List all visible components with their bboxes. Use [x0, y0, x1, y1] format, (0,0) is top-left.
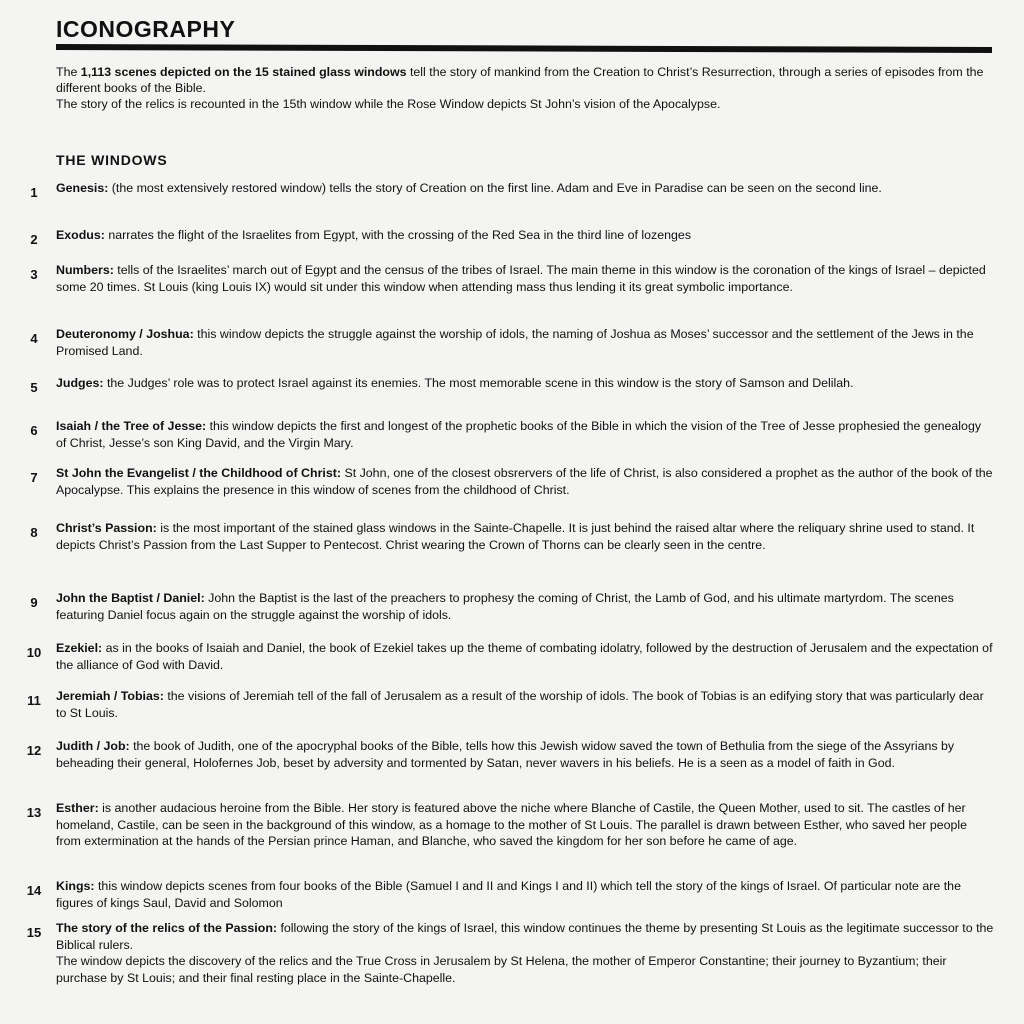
- window-text: the visions of Jeremiah tell of the fall of Jerusalem as a result of the worship of idols. The book of Tobias is an edifying story that was particularly dear to St Louis.: [56, 689, 984, 720]
- page-title: ICONOGRAPHY: [56, 16, 236, 42]
- window-description: [56, 590, 994, 623]
- window-entry: [30, 590, 994, 623]
- title-underline: [56, 44, 992, 53]
- window-number: 2: [30, 232, 38, 247]
- window-name: Judges:: [56, 376, 104, 390]
- window-number: 11: [27, 693, 41, 708]
- window-text: the Judges’ role was to protect Israel against its enemies. The most memorable scene in this window is the story of Samson and Delilah.: [103, 376, 854, 390]
- window-number: 13: [26, 805, 42, 820]
- window-entry: [30, 227, 994, 247]
- window-text: John the Baptist is the last of the preachers to prophesy the coming of Christ, the Lamb of God, and his ultimate martyrdom. The scenes featuring Daniel focus again on the struggle against the worship of idols.: [56, 591, 954, 622]
- window-number: 7: [30, 470, 38, 485]
- window-entry: [30, 520, 994, 553]
- window-entry: [26, 920, 994, 986]
- window-number: 8: [30, 525, 38, 540]
- window-name: Deuteronomy / Joshua:: [56, 327, 194, 341]
- window-description: [56, 465, 994, 498]
- intro-rest: tell the story of mankind from the Creation to Christ’s Resurrection, through a series of episodes from the different books of the Bible.: [56, 65, 984, 95]
- window-entry: [26, 800, 994, 850]
- window-entry: [30, 418, 994, 451]
- intro-line-1: [56, 64, 996, 96]
- window-description: [56, 640, 994, 673]
- window-description: [56, 520, 994, 553]
- window-name: Ezekiel:: [56, 641, 103, 655]
- window-name: Christ’s Passion:: [56, 521, 157, 535]
- window-number: 6: [30, 423, 38, 438]
- window-description: [56, 180, 994, 197]
- window-text: this window depicts the first and longest of the prophetic books of the Bible in which the vision of the Tree of Jesse prophesied the genealogy of Christ, Jesse’s son King David, and the Virgin Mary.: [56, 419, 982, 450]
- window-description: [56, 418, 994, 451]
- window-entry: [27, 688, 994, 721]
- window-text: is the most important of the stained glass windows in the Sainte-Chapelle. It is just behind the raised altar where the reliquary shrine used to stand. It depicts Christ’s Passion from the Last Supper to Pentecost. Christ wearing the Crown of Thorns can be clearly seen in the centre.: [56, 521, 975, 552]
- window-description: [56, 227, 994, 244]
- window-text: this window depicts the struggle against the worship of idols, the naming of Joshua as Moses’ successor and the settlement of the Jews in the Promised Land.: [56, 327, 974, 358]
- window-number: 9: [30, 595, 38, 610]
- window-entry: [30, 180, 994, 200]
- window-name: Numbers:: [56, 263, 114, 277]
- window-text: St John, one of the closest obsrervers of the life of Christ, is also considered a prophet as the author of the book of the Apocalypse. This explains the presence in this window of scenes from the childhood of Christ.: [56, 466, 993, 497]
- window-name: The story of the relics of the Passion:: [56, 921, 278, 935]
- window-name: Isaiah / the Tree of Jesse:: [56, 419, 207, 433]
- window-name: Judith / Job:: [56, 739, 130, 753]
- window-text: as in the books of Isaiah and Daniel, the book of Ezekiel takes up the theme of combating idolatry, followed by the destruction of Jerusalem and the expectation of the alliance of God with David.: [56, 641, 993, 672]
- window-number: 5: [30, 380, 38, 395]
- window-number: 4: [30, 331, 38, 346]
- window-name: Exodus:: [56, 228, 105, 242]
- window-number: 10: [26, 645, 42, 660]
- intro-paragraph: [56, 64, 996, 112]
- window-number: 15: [26, 925, 42, 940]
- intro-bold: 1,113 scenes depicted on the 15 stained glass windows: [80, 65, 407, 79]
- window-text: this window depicts scenes from four books of the Bible (Samuel I and II and Kings I and II) which tell the story of the kings of Israel. Of particular note are the figures of kings Saul, David and Solomon: [56, 879, 961, 910]
- window-number: 12: [26, 743, 42, 758]
- window-text: narrates the flight of the Israelites from Egypt, with the crossing of the Red Sea in the third line of lozenges: [104, 228, 692, 242]
- window-entry: [30, 326, 994, 359]
- intro-prefix: The: [56, 65, 81, 79]
- window-text: is another audacious heroine from the Bible. Her story is featured above the niche where Blanche of Castile, the Queen Mother, used to sit. The castles of her homeland, Castile, can be seen in the background of this window, as a homage to the mother of St Louis. The parallel is drawn between Esther, who saved her people from extermination at the hands of the Persian prince Haman, and Blanche, who saved the kingdom for her son before he came of age.: [56, 801, 968, 848]
- window-entry: [26, 738, 994, 771]
- window-text: tells of the Israelites’ march out of Egypt and the census of the tribes of Israel. The main theme in this window is the coronation of the kings of Israel – depicted some 20 times. St Louis (king Louis IX) would sit under this window when attending mass thus lending it its great symbolic importance.: [56, 263, 986, 294]
- window-name: Jeremiah / Tobias:: [56, 689, 164, 703]
- window-number: 3: [30, 267, 38, 282]
- window-description: [56, 878, 994, 911]
- window-description: [56, 688, 994, 721]
- window-name: St John the Evangelist / the Childhood of Christ:: [56, 466, 341, 480]
- window-name: John the Baptist / Daniel:: [56, 591, 205, 605]
- window-text-continued: The window depicts the discovery of the relics and the True Cross in Jerusalem by St Helena, the mother of Emperor Constantine; their journey to Byzantium; their purchase by St Louis; and their final resting place in the Sainte-Chapelle.: [56, 954, 947, 985]
- window-entry: [30, 262, 994, 295]
- window-description: [56, 375, 994, 392]
- window-description: [56, 326, 994, 359]
- window-entry: [30, 375, 994, 395]
- window-number: 14: [26, 883, 42, 898]
- window-name: Kings:: [56, 879, 95, 893]
- window-number: 1: [30, 185, 38, 200]
- window-text: the book of Judith, one of the apocryphal books of the Bible, tells how this Jewish widow saved the town of Bethulia from the siege of the Assyrians by beheading their general, Holofernes Job, beset by adversity and tormented by Satan, never wavers in his beliefs. He is a seen as a model of faith in God.: [56, 739, 955, 770]
- window-entry: [26, 878, 994, 911]
- intro-line-2: The story of the relics is recounted in the 15th window while the Rose Window depicts St John’s vision of the Apocalypse.: [56, 97, 721, 111]
- window-text: following the story of the kings of Israel, this window continues the theme by presenting St Louis as the legitimate successor to the Biblical rulers.: [56, 921, 994, 952]
- window-description: [56, 800, 994, 850]
- window-description: [56, 738, 994, 771]
- window-name: Esther:: [56, 801, 99, 815]
- window-text: (the most extensively restored window) tells the story of Creation on the first line. Adam and Eve in Paradise can be seen on the second line.: [108, 181, 882, 195]
- section-title: THE WINDOWS: [56, 152, 168, 168]
- window-description: [56, 920, 994, 953]
- window-entry: [30, 465, 994, 498]
- window-entry: [26, 640, 994, 673]
- window-name: Genesis:: [56, 181, 109, 195]
- window-description: [56, 262, 994, 295]
